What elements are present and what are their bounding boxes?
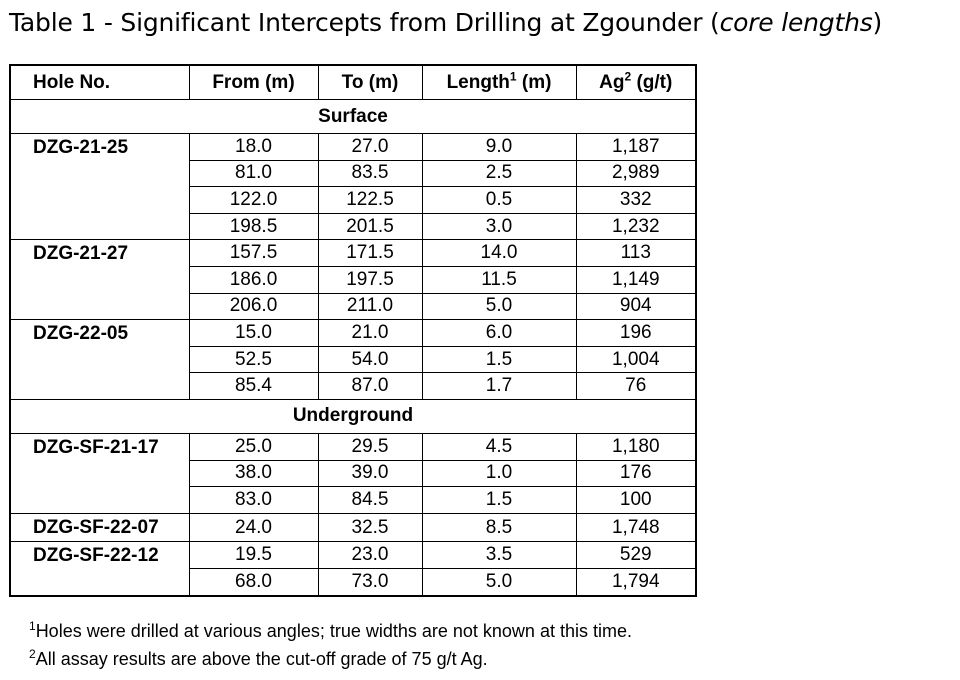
cell-ag: 1,180 (576, 433, 696, 460)
cell-to: 23.0 (318, 542, 422, 569)
cell-length: 1.5 (422, 487, 576, 514)
cell-length: 2.5 (422, 160, 576, 187)
cell-from: 83.0 (189, 487, 318, 514)
table-title (9, 6, 954, 40)
cell-from: 206.0 (189, 293, 318, 320)
cell-to: 21.0 (318, 320, 422, 347)
table-body (10, 100, 696, 596)
cell-ag: 1,748 (576, 513, 696, 542)
header-hole: Hole No. (10, 65, 189, 100)
cell-length: 3.0 (422, 213, 576, 240)
cell-ag: 1,149 (576, 266, 696, 293)
cell-to: 211.0 (318, 293, 422, 320)
cell-ag: 1,004 (576, 346, 696, 373)
cell-ag: 2,989 (576, 160, 696, 187)
hole-id: DZG-21-25 (10, 134, 189, 240)
section-row (10, 399, 696, 433)
section-row (10, 100, 696, 134)
cell-length: 11.5 (422, 266, 576, 293)
cell-length: 6.0 (422, 320, 576, 347)
hole-id: DZG-22-05 (10, 320, 189, 400)
cell-length: 14.0 (422, 240, 576, 267)
table-row (10, 320, 696, 347)
cell-to: 29.5 (318, 433, 422, 460)
cell-ag: 76 (576, 373, 696, 400)
cell-length: 1.0 (422, 460, 576, 487)
cell-from: 25.0 (189, 433, 318, 460)
cell-length: 3.5 (422, 542, 576, 569)
cell-ag: 113 (576, 240, 696, 267)
table-row (10, 240, 696, 267)
cell-ag: 332 (576, 187, 696, 214)
hole-id: DZG-SF-22-12 (10, 542, 189, 596)
cell-length: 5.0 (422, 568, 576, 595)
cell-from: 18.0 (189, 134, 318, 161)
title-italic: core lengths (719, 8, 873, 37)
table-row (10, 433, 696, 460)
cell-from: 52.5 (189, 346, 318, 373)
cell-length: 1.7 (422, 373, 576, 400)
cell-to: 84.5 (318, 487, 422, 514)
cell-ag: 176 (576, 460, 696, 487)
table-row (10, 513, 696, 542)
cell-to: 32.5 (318, 513, 422, 542)
cell-length: 4.5 (422, 433, 576, 460)
header-length-unit: (m) (516, 71, 552, 93)
cell-length: 1.5 (422, 346, 576, 373)
cell-to: 73.0 (318, 568, 422, 595)
cell-to: 122.5 (318, 187, 422, 214)
cell-from: 157.5 (189, 240, 318, 267)
header-length (422, 65, 576, 100)
cell-from: 15.0 (189, 320, 318, 347)
header-ag-label: Ag (599, 71, 625, 93)
header-length-sup: 1 (509, 69, 517, 84)
footnote-2-sup: 2 (29, 647, 36, 661)
cell-ag: 1,794 (576, 568, 696, 595)
cell-length: 9.0 (422, 134, 576, 161)
footnote-1 (29, 617, 632, 645)
cell-to: 87.0 (318, 373, 422, 400)
header-ag (576, 65, 696, 100)
hole-id: DZG-SF-22-07 (10, 513, 189, 542)
cell-from: 19.5 (189, 542, 318, 569)
cell-to: 39.0 (318, 460, 422, 487)
section-label: Underground (10, 399, 696, 433)
footnote-2-text: All assay results are above the cut-off grade of 75 g/t Ag. (35, 649, 488, 669)
header-length-label: Length (446, 71, 510, 93)
header-row (10, 65, 696, 100)
cell-ag: 1,232 (576, 213, 696, 240)
intercepts-table (9, 64, 697, 597)
cell-to: 54.0 (318, 346, 422, 373)
cell-length: 0.5 (422, 187, 576, 214)
hole-id: DZG-21-27 (10, 240, 189, 320)
table-row (10, 542, 696, 569)
header-from: From (m) (189, 65, 318, 100)
footnote-1-sup: 1 (29, 619, 36, 633)
title-close: ) (872, 8, 883, 37)
cell-from: 186.0 (189, 266, 318, 293)
title-main: Table 1 - Significant Intercepts from Drilling at Zgounder ( (9, 8, 720, 37)
cell-from: 24.0 (189, 513, 318, 542)
cell-ag: 100 (576, 487, 696, 514)
cell-to: 83.5 (318, 160, 422, 187)
cell-from: 198.5 (189, 213, 318, 240)
cell-to: 197.5 (318, 266, 422, 293)
footnote-1-text: Holes were drilled at various angles; true widths are not known at this time. (35, 621, 632, 641)
hole-id: DZG-SF-21-17 (10, 433, 189, 513)
footnotes (29, 617, 632, 673)
header-to: To (m) (318, 65, 422, 100)
header-ag-sup: 2 (624, 69, 632, 84)
cell-ag: 196 (576, 320, 696, 347)
cell-to: 27.0 (318, 134, 422, 161)
cell-length: 5.0 (422, 293, 576, 320)
cell-to: 171.5 (318, 240, 422, 267)
cell-from: 85.4 (189, 373, 318, 400)
header-ag-unit: (g/t) (631, 71, 673, 93)
cell-from: 68.0 (189, 568, 318, 595)
cell-length: 8.5 (422, 513, 576, 542)
cell-from: 38.0 (189, 460, 318, 487)
table-row (10, 134, 696, 161)
section-label: Surface (10, 100, 696, 134)
cell-ag: 904 (576, 293, 696, 320)
cell-ag: 1,187 (576, 134, 696, 161)
cell-ag: 529 (576, 542, 696, 569)
cell-from: 81.0 (189, 160, 318, 187)
cell-from: 122.0 (189, 187, 318, 214)
footnote-2 (29, 645, 632, 673)
cell-to: 201.5 (318, 213, 422, 240)
